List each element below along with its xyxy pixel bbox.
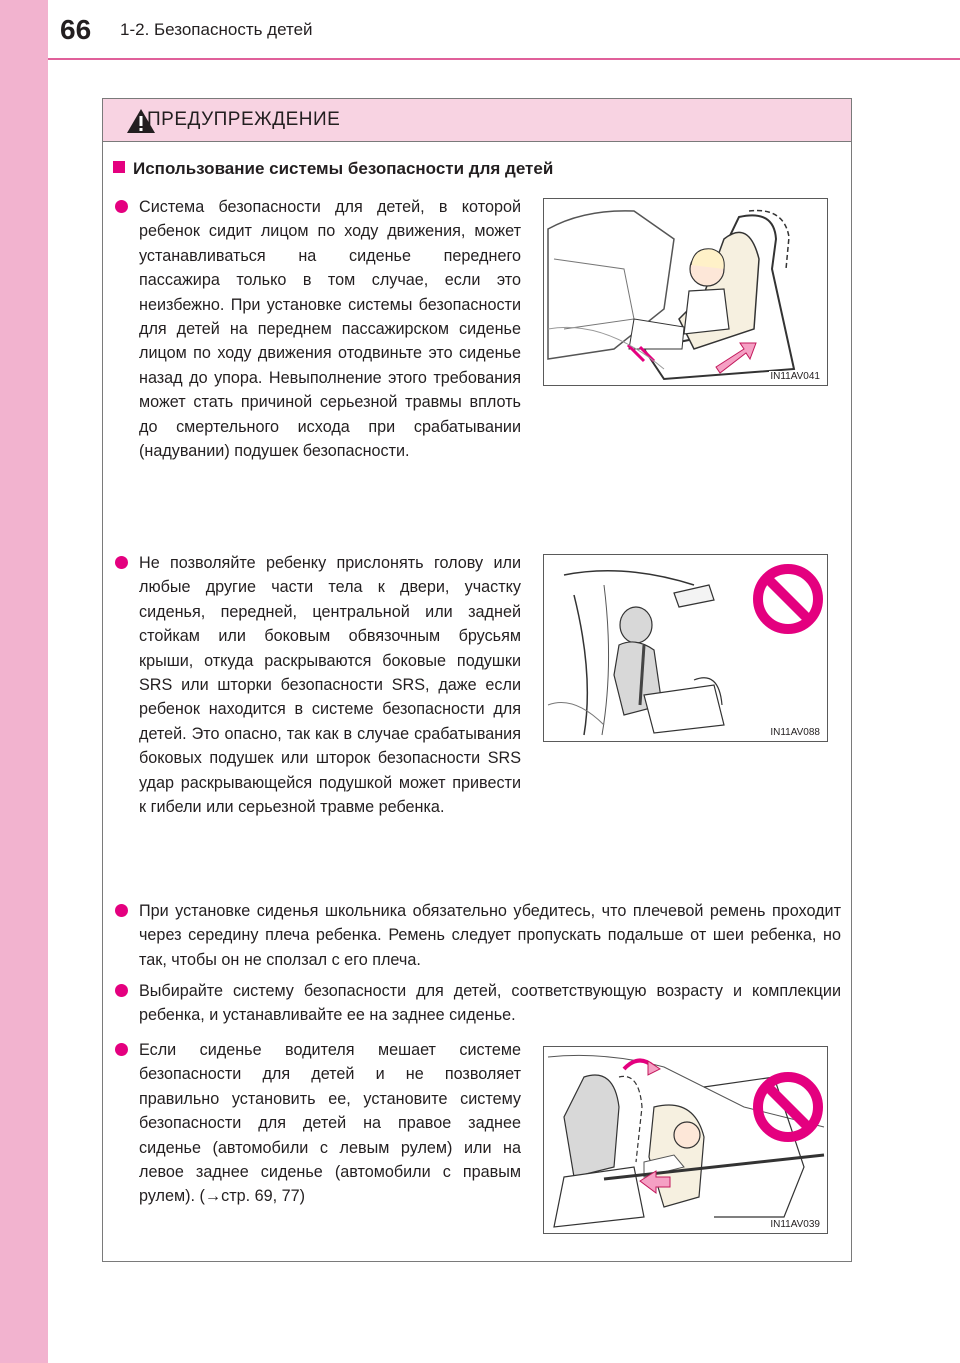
page-number: 66 — [60, 14, 92, 45]
bullet-dot-icon — [115, 556, 128, 569]
warning-item — [115, 195, 521, 463]
warning-item — [115, 551, 521, 819]
child-leaning-door-prohibited-illustration — [544, 555, 828, 742]
figure-code: IN11AV041 — [770, 371, 820, 382]
section-title: 1-2. Безопасность детей — [120, 20, 313, 39]
bullet-dot-icon — [115, 984, 128, 997]
square-bullet-icon — [113, 161, 125, 173]
warning-header — [103, 99, 851, 142]
figure-driver-seat-interference — [543, 1046, 828, 1234]
side-color-strip — [0, 0, 48, 1363]
bullet-dot-icon — [115, 904, 128, 917]
header-divider — [48, 58, 960, 60]
figure-code: IN11AV039 — [770, 1219, 820, 1230]
warning-subheading — [113, 159, 553, 179]
bullet-dot-icon — [115, 1043, 128, 1056]
figure-child-seat-front — [543, 198, 828, 386]
driver-seat-interference-prohibited-illustration — [544, 1047, 828, 1234]
warning-item — [115, 1038, 521, 1209]
warning-item — [115, 899, 841, 972]
warning-item-text: Если сиденье водителя мешает системе безопасности для детей и не позволяет правильно установить ее, установите систему безопасности для детей на правое заднее сиденье (автомобили с левым рулем) или на левое заднее сиденье (автомобили с правым рулем). (→стр. 69, 77) — [139, 1041, 521, 1206]
warning-label: ПРЕДУПРЕЖДЕНИЕ — [147, 109, 341, 130]
warning-item-text: Система безопасности для детей, в которой ребенок сидит лицом по ходу движения, может устанавливаться на сиденье переднего пассажира только в том случае, если это неизбежно. При установке системы безопасности для детей на переднем пассажирском сиденье лицом по ходу движения отодвиньте это сиденье назад до упора. Невыполнение этого требования может стать причиной серьезной травмы вплоть до смертельного исхода при срабатывании (надувании) подушек безопасности. — [139, 198, 521, 461]
child-seat-front-passenger-illustration — [544, 199, 828, 386]
warning-item-text: Не позволяйте ребенку прислонять голову или любые другие части тела к двери, участку сиденья, передней, центральной или задней стойкам или боковым обвязочным брусьям крыши, откуда раскрываются боковые подушки SRS или шторки безопасности SRS, даже если ребенок находится в системе безопасности для детей. Это опасно, так как в случае срабатывания боковых подушек или шторок безопасности SRS удар раскрывающейся подушкой может привести к гибели или серьезной травме ребенка. — [139, 554, 521, 817]
warning-subheading-text: Использование системы безопасности для детей — [133, 159, 554, 178]
warning-box — [102, 98, 852, 1262]
figure-code: IN11AV088 — [770, 727, 820, 738]
warning-item-text: Выбирайте систему безопасности для детей, соответствующую возрасту и комплекции ребенка, и устанавливайте ее на заднее сиденье. — [139, 982, 841, 1025]
figure-child-leaning-door — [543, 554, 828, 742]
warning-item — [115, 979, 841, 1028]
warning-item-text: При установке сиденья школьника обязательно убедитесь, что плечевой ремень проходит через середину плеча ребенка. Ремень следует пропускать подальше от шеи ребенка, но так, чтобы он не сползал с его плеча. — [139, 902, 841, 969]
bullet-dot-icon — [115, 200, 128, 213]
